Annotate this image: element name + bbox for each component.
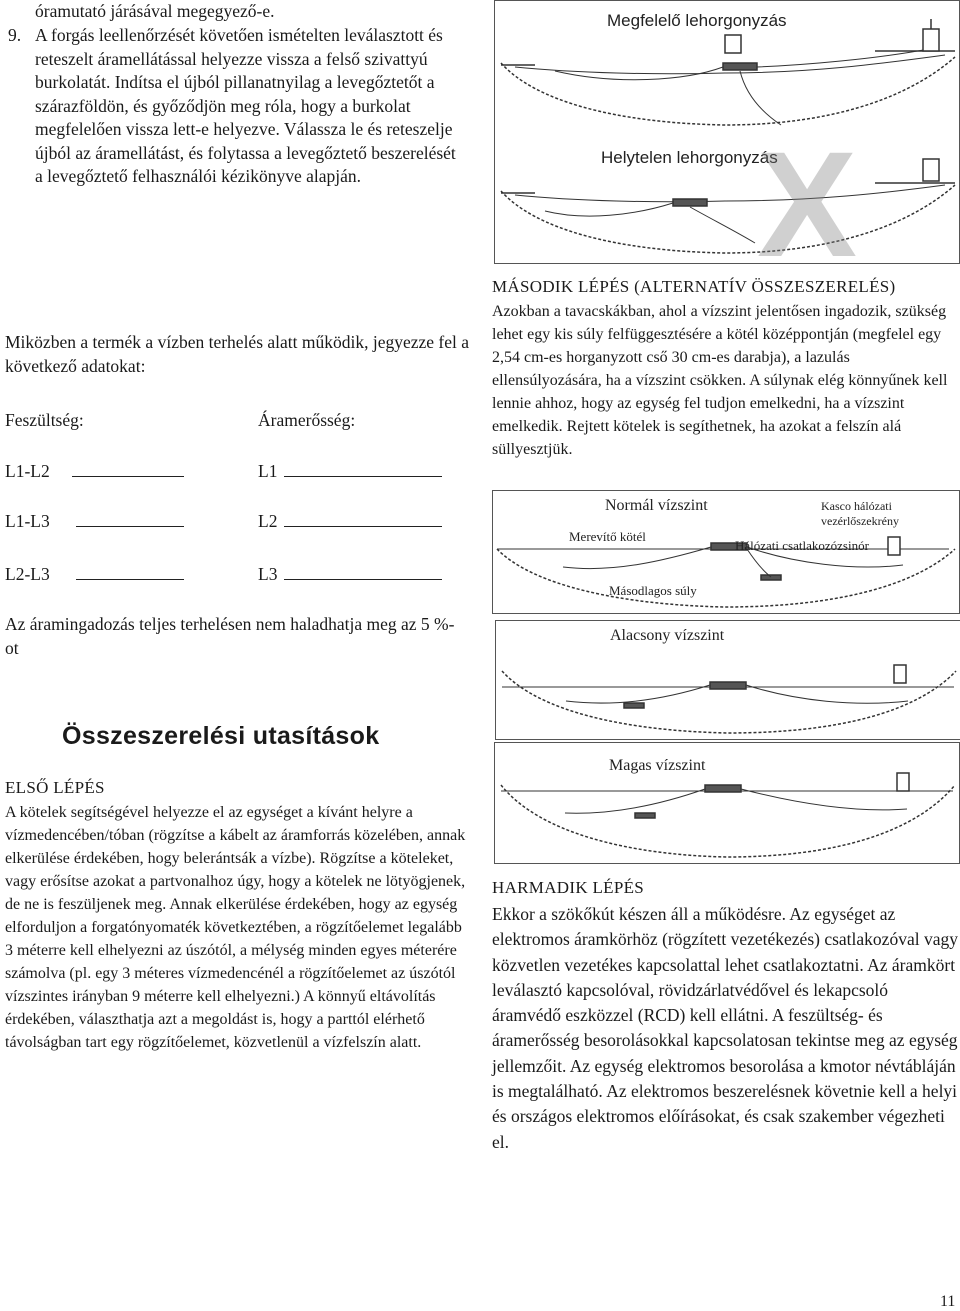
step2-text: Azokban a tavacskákban, ahol a vízszint jelentősen ingadozik, szükség lehet egy kis súly felfüggesztésére a kötél középpontján (megfelel egy 2,54 cm-es horganyzott cső 30 cm-es darabja), a lazulás ellensúlyozására, ha a vízszint csökken. A súlynak elég könnyűnek kell lennie ahhoz, hogy az egység fel tudjon emelkedni, ha a vízszint emelkedik. Rejtett kötelek is segíthetnek, ha azokat a felszín alá süllyesztjük. [492,303,948,458]
voltage-label: L1-L3 [5,511,50,531]
label-correct-anchoring: Megfelelő lehorgonyzás [607,11,787,30]
label-secondary-weight: Másodlagos súly [609,583,697,598]
step3-heading: HARMADIK LÉPÉS [492,878,645,897]
label-low-level: Alacsony vízszint [610,627,725,644]
current-label: L2 [258,511,278,531]
water-level-high-figure [494,742,960,864]
assembly-title: Összeszerelési utasítások [62,722,380,750]
pond-incorrect [501,159,955,253]
fill-in-blank[interactable] [76,525,184,527]
anchoring-figure [494,0,960,264]
label-kasco-controller: Kasco hálózati vezérlőszekrény [821,499,899,528]
current-label: L3 [258,564,278,584]
voltage-label: L1-L2 [5,461,50,481]
list-number: 9. [8,25,22,45]
current-row-l2 [258,510,448,534]
water-level-low-figure [495,620,960,740]
paragraph-continuation [35,0,465,24]
label-incorrect-anchoring: Helytelen lehorgonyzás [601,148,778,167]
current-header: Áramerősség: [258,410,356,430]
step3-text: Ekkor a szökőkút készen áll a működésre. Az egységet az elektromos áramkörhöz (rögzített vezetékezés) csatlakozóval vagy közvetlen vezetékes kapcsolattal lehet csatlakoztatni. Az áramkört leválasztó kapcsolóval, rövidzárlatvédővel és lekapcsoló áramvédő eszközzel (RCD) kell ellátni. A feszültség- és áramerősség besorolásokkal kapcsolatosan tekintse meg az egység jellemzőit. Az egység elektromos besorolása a kmotor névtábláján is megtalálható. Az elektromos beszerelésnek követnie kell a helyi és országos elektromos előírásokat, és csak szakember végezheti el. [492,904,958,1152]
current-label: L1 [258,461,278,481]
voltage-row-l2-l3 [5,563,195,587]
measurements-intro: Miközben a termék a vízben terhelés alatt működik, jegyezze fel a következő adatokat: [5,332,470,376]
label-stiffener-rope: Merevítő kötél [569,529,646,544]
label-normal-level: Normál vízszint [605,497,708,514]
step1-text: A kötelek segítségével helyezze el az egységet a kívánt helyre a vízmedencében/tóban (rögzítse a kábelt az áramforrás közelében, annak elkerülése érdekében, hogy belerántsák a vízbe). Rögzítse a köteleket, vagy erősítse azokat a partvonalhoz úgy, hogy a kötelek ne lötyögjenek, de ne is feszüljenek meg. Annak elkerülése érdekében, hogy az egység elforduljon a forgatónyomaték következtében, a rögzítőelemet legalább 3 méterre kell elhelyezni az úszótól, a mélység minden egyes méterére számolva (pl. egy 3 méteres vízmedencénél a rögzítőelemet az úszótól vízszintes irányban 9 méterre kell elhelyezni.) A könnyű eltávolítás érdekében, választhatja azt a megoldást is, hogy a parttól elérhető távolságban tart egy rögzítőelemet, közvetlenül a vízfelszín alatt. [5,804,466,1051]
fill-in-blank[interactable] [284,525,442,527]
water-level-normal-figure [492,490,960,614]
current-row-l1 [258,460,448,484]
list-item-text: A forgás leellenőrzését követően ismételten leválasztott és reteszelt áramellátással helyezze vissza a felső szivattyú burkolatát. Indítsa el újból pillanatnyilag a levegőztetőt a szárazföldön, és győződjön meg róla, hogy a burkolat megfelelően vissza lett-e helyezve. Válassza le és reteszelje újból az áramellátást, és folytassa a levegőztető beszerelését a levegőztető felhasználói kézikönyve alapján. [35,25,456,186]
fill-in-blank[interactable] [76,578,184,580]
voltage-label: L2-L3 [5,564,50,584]
voltage-header: Feszültség: [5,410,84,430]
continuation-line: óramutató járásával megegyező-e. [35,1,275,21]
fill-in-blank[interactable] [284,578,442,580]
fill-in-blank[interactable] [72,475,184,477]
low-level-illustration [496,621,960,739]
page-number: 11 [940,1293,956,1310]
voltage-row-l1-l3 [5,510,195,534]
current-row-l3 [258,563,448,587]
voltage-row-l1-l2 [5,460,195,484]
list-item-9 [8,24,470,189]
fluctuation-note: Az áramingadozás teljes terhelésen nem haladhatja meg az 5 %-ot [5,614,455,658]
fill-in-blank[interactable] [284,475,442,477]
step1-heading: ELSŐ LÉPÉS [5,778,105,797]
step2-heading: MÁSODIK LÉPÉS (ALTERNATÍV ÖSSZESZERELÉS) [492,277,896,296]
label-high-level: Magas vízszint [609,757,706,774]
high-level-illustration [495,743,959,863]
anchoring-illustration [495,1,959,263]
pond-correct [501,19,955,125]
label-power-cord: Hálózati csatlakozózsinór [735,538,869,553]
cross-mark-icon: X [757,120,858,264]
